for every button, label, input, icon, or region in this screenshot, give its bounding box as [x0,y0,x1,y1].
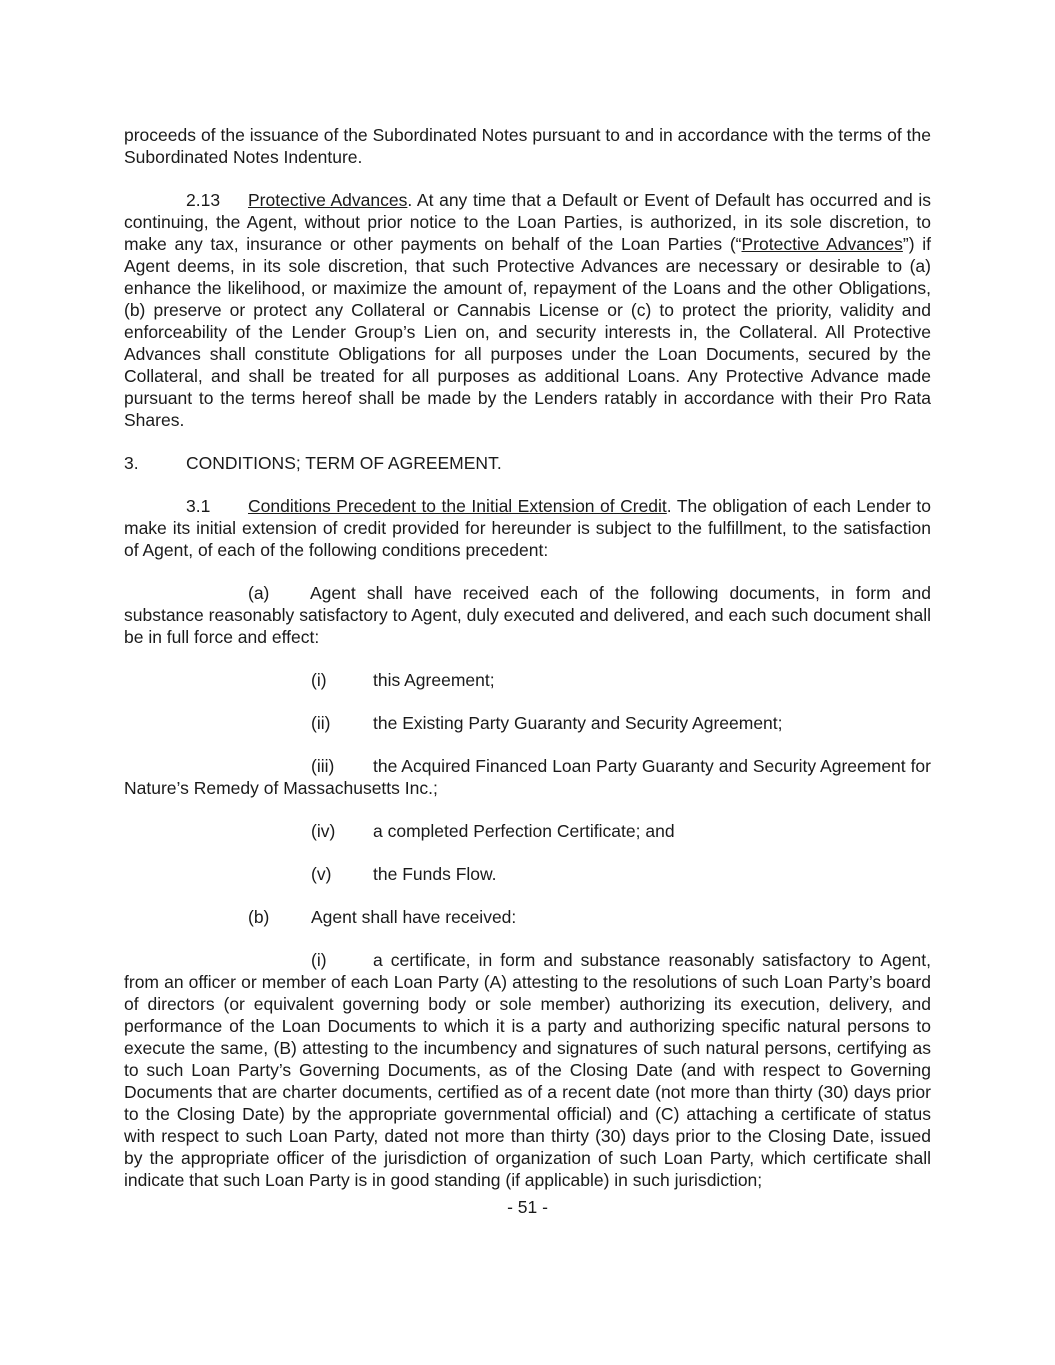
list-item-i-text: this Agreement; [373,670,495,690]
clause-b-text: Agent shall have received: [311,907,517,927]
list-item-v [124,863,931,885]
document-page [124,124,931,1191]
list-item-iii [124,755,931,799]
section-3-1-title: Conditions Precedent to the Initial Extension of Credit [248,496,667,516]
section-2-13-text-a: . At any time that a Default or Event of Default has occurred and is continuing, the Agent, without prior notice to the Loan Parties, is authorized, in its sole discretion, to make any tax, insurance or other payments on behalf of the Loan Parties (“ [124,190,932,254]
clause-b-number: (b) [248,907,270,927]
section-2-13-text-b: ”) if Agent deems, in its sole discretion, that such Protective Advances are necessary or desirable to (a) enhance the likelihood, or maximize the amount of, repayment of the Loans and the other Obligations, (b) preserve or protect any Collateral or Cannabis License or (c) to protect the priority, validity and enforceability of the Lender Group’s Lien on, and security interests in, the Collateral. All Protective Advances shall constitute Obligations for all purposes under the Loan Documents, secured by the Collateral, and shall be treated for all purposes as additional Loans. Any Protective Advance made pursuant to the terms hereof shall be made by the Lenders ratably in accordance with their Pro Rata Shares. [124,234,931,430]
list-item-iv-number: (iv) [311,821,336,841]
list-item-v-number: (v) [311,864,332,884]
section-3-1-text: . The obligation of each Lender to make its initial extension of credit provided for hereunder is subject to the fulfillment, to the satisfaction of Agent, of each of the following conditions precedent: [124,496,931,560]
section-3-number: 3. [124,453,139,473]
section-2-13-title: Protective Advances [248,190,408,210]
list-item-iv [124,820,931,842]
list-item-i-number: (i) [311,670,327,690]
clause-a-number: (a) [248,583,270,603]
section-2-13-defined-term: Protective Advances [741,234,903,254]
section-2-13-number: 2.13 [186,190,221,210]
list-item-ii [124,712,931,734]
clause-b [124,906,931,928]
clause-b-i-number: (i) [311,950,327,970]
list-item-ii-number: (ii) [311,713,331,733]
clause-b-i-text: a certificate, in form and substance reasonably satisfactory to Agent, from an officer or member of each Loan Party (A) attesting to the resolutions of such Loan Party’s board of directors (or equivalent governing body or sole member) authorizing its execution, delivery, and performance of the Loan Documents to which it is a party and authorizing specific natural persons to execute the same, (B) attesting to the incumbency and signatures of such natural persons, certifying as to such Loan Party’s Governing Documents, as of the Closing Date (and with respect to Governing Documents that are charter documents, certified as of a recent date (not more than thirty (30) days prior to the Closing Date) by the appropriate governmental official) and (C) attaching a certificate of status with respect to such Loan Party, dated not more than thirty (30) days prior to the Closing Date, issued by the appropriate officer of the jurisdiction of organization of such Loan Party, which certificate shall indicate that such Loan Party is in good standing (if applicable) in such jurisdiction; [124,950,931,1190]
clause-b-i [124,949,931,1191]
intro-paragraph: proceeds of the issuance of the Subordinated Notes pursuant to and in accordance with the terms of the Subordinated Notes Indenture. [124,125,931,167]
list-item-iii-number: (iii) [311,756,335,776]
list-item-iii-text: the Acquired Financed Loan Party Guaranty and Security Agreement for Nature’s Remedy of Massachusetts Inc.; [124,756,931,798]
clause-a-text: Agent shall have received each of the following documents, in form and substance reasonably satisfactory to Agent, duly executed and delivered, and each such document shall be in full force and effect: [124,583,931,647]
list-item-i [124,669,931,691]
page-number: - 51 - [507,1197,548,1217]
list-item-v-text: the Funds Flow. [373,864,497,884]
section-3-1-number: 3.1 [186,496,211,516]
list-item-ii-text: the Existing Party Guaranty and Security Agreement; [373,713,783,733]
section-3-1 [124,495,931,561]
section-2-13 [124,189,931,431]
list-item-iv-text: a completed Perfection Certificate; and [373,821,675,841]
section-3-title: CONDITIONS; TERM OF AGREEMENT. [186,453,502,473]
section-3-heading [124,452,931,474]
clause-a [124,582,931,648]
